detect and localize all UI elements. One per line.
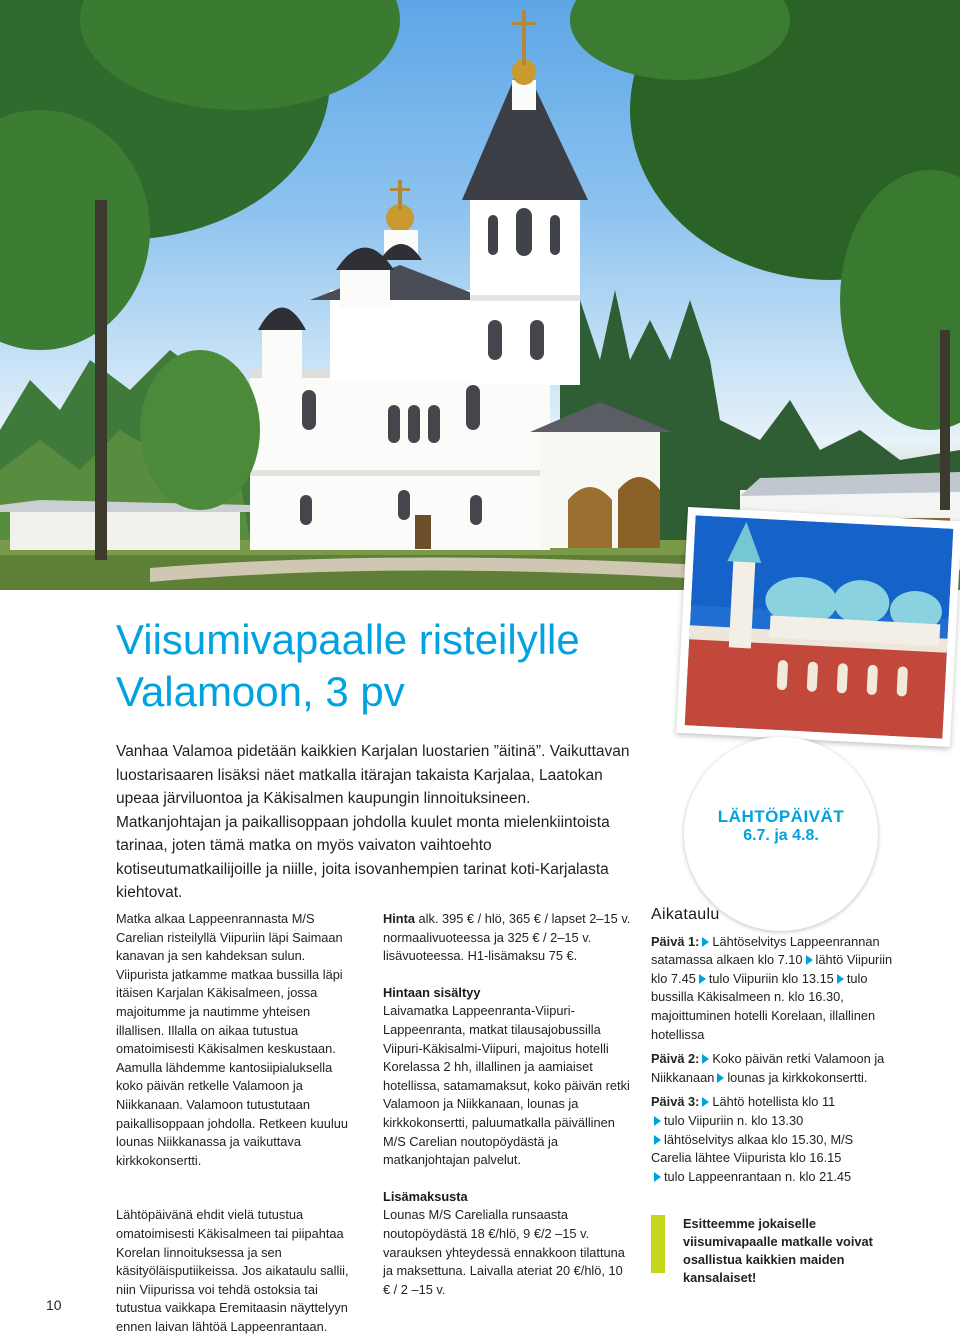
arrow-right-icon [654,1135,661,1145]
price-label: Hinta [383,911,415,926]
description-column [116,910,356,1336]
arrow-right-icon [702,1054,709,1064]
title-line-2: Valamoon, 3 pv [116,668,405,715]
departure-dates-badge [684,737,878,931]
arrow-right-icon [717,1073,724,1083]
arrow-right-icon [654,1116,661,1126]
valamo-monastery-illustration [685,515,954,738]
day-3-text-b: tulo Viipuriin n. klo 13.30 [664,1112,804,1128]
schedule-column [651,906,896,1186]
note-text: Esitteemme jokaiselle viisumivapaalle matkalle voivat osallistua kaikkien maiden kansalaiset! [683,1216,873,1285]
page-number: 10 [46,1297,62,1313]
schedule-day-2 [651,1050,896,1087]
note-accent-bar [651,1215,665,1273]
schedule-day-3 [651,1093,896,1186]
day-1-text-b: lähtö Viipuriin klo 7.45 [651,952,893,986]
title-line-1: Viisumivapaalle risteilylle [116,616,580,663]
intro-paragraph: Vanhaa Valamoa pidetään kaikkien Karjalan luostarien ”äitinä”. Vaikuttavan luostarisaaren lisäksi näet matkalla itärajan takaista Karjalaa, Laatokan upeaa järviluontoa ja Käkisalmen kaupungin linnoituksineen. Matkanjohtajan ja paikallisoppaan johdolla kuulet monta mielenkiintoista tarinaa, joten tämä matka on myös vaivaton vaihtoehto kotiseutumatkailijoille ja niille, joita isovanhempien tarinat koti-Karjalasta kiehtovat. [116,743,630,901]
day-1-text-d: tulo bussilla Käkisalmeen n. klo 16.30, majoittuminen hotelli Korelaan, illallinen hotellissa [651,970,876,1042]
day-1-label: Päivä 1: [651,933,700,949]
arrow-right-icon [699,974,706,984]
included-text: Laivamatka Lappeenranta-Viipuri-Lappeenranta, matkat tilausajobussilla Viipuri-Käkisalmi-Viipuri, majoitus hotelli Korelassa 2 hh, illallinen ja aamiaiset hotellissa, satamamaksut, koko päivän retki Valamoon ja Niikkanaan, lounas ja kirkkokonsertti, paluumatkalla päivällinen M/S Carelian noutopöydästä ja matkanjohtajan palvelut. [383,1003,630,1168]
price-paragraph [383,910,631,966]
church-illustration [0,0,960,590]
page-title [116,614,676,718]
visa-free-note [651,1212,901,1285]
extra-title: Lisämaksusta [383,1188,468,1204]
day-2-text-b: lounas ja kirkkokonsertti. [727,1069,868,1085]
day-1-text-a: Lähtöselvitys Lappeenrannan satamassa alkaen klo 7.10 [651,933,880,968]
day-3-text-c: lähtöselvitys alkaa klo 15.30, M/S Carelia lähtee Viipurista klo 16.15 [651,1131,854,1166]
day-1-text-c: tulo Viipuriin klo 13.15 [708,970,834,986]
badge-dates: 6.7. ja 4.8. [743,827,819,844]
price-column [383,910,631,1299]
day-3-text-a: Lähtö hotellista klo 11 [712,1094,836,1110]
arrow-right-icon [654,1172,661,1182]
extra-text: Lounas M/S Carelialla runsaasta noutopöydästä 18 €/hlö, 9 €/2 –15 v. varauksen yhteydessä ennakkoon tilattuna ja maksettuna. Laivalla ateriat 20 €/hlö, 10 € / 2 –15 v. [383,1207,625,1297]
included-title: Hintaan sisältyy [383,984,481,1000]
hero-photo-church [0,0,960,590]
day-3-label: Päivä 3: [651,1094,700,1110]
arrow-right-icon [806,955,813,965]
arrow-right-icon [837,974,844,984]
arrow-right-icon [702,937,709,947]
day-3-text-d: tulo Lappeenrantaan n. klo 21.45 [664,1168,852,1184]
day-2-text-a: Koko päivän retki Valamoon ja Niikkanaan [651,1051,885,1085]
inset-photo-valamo [676,507,960,747]
description-paragraph-1: Matka alkaa Lappeenrannasta M/S Carelian risteilyllä Viipuriin läpi Saimaan kanavan ja sen kahdeksan sulun. Viipurista jatkamme matkaa bussilla läpi itäisen Karjalan Käkisalmeen, jossa majoitumme ja nautimme yhteisen illallisen. Illalla on aikaa tutustua omatoimisesti Käkisalmen keskustaan. Aamulla lähdemme kantosiipialuksella koko päivän retkelle Valamoon ja Niikkanaan. Valamoon tutustutaan paikallisoppaan johdolla. Retkeen kuuluu lounas Niikkanassa ja vaikuttava kirkkokonsertti. [116,911,348,1168]
price-text: alk. 395 € / hlö, 365 € / lapset 2–15 v. normaalivuoteessa ja 325 € / 2–15 v. lisävuoteessa. H1-lisämaksu 75 €. [383,911,631,964]
day-2-label: Päivä 2: [651,1051,700,1067]
schedule-title: Aikataulu [651,906,720,923]
schedule-day-1 [651,933,896,1045]
badge-title: LÄHTÖPÄIVÄT [717,807,845,826]
description-paragraph-2: Lähtöpäivänä ehdit vielä tutustua omatoimisesti Käkisalmeen tai piipahtaa Korelan linnoituksessa ja sen käsityöläisputiikeissa. Jos aikataulu sallii, niin Viipurissa voi tehdä ostoksia tai tutustua vaikkapa Eremitaasin näyttelyyn ennen laivan lähtöä Lappeenrantaan. [116,1207,349,1334]
arrow-right-icon [702,1097,709,1107]
